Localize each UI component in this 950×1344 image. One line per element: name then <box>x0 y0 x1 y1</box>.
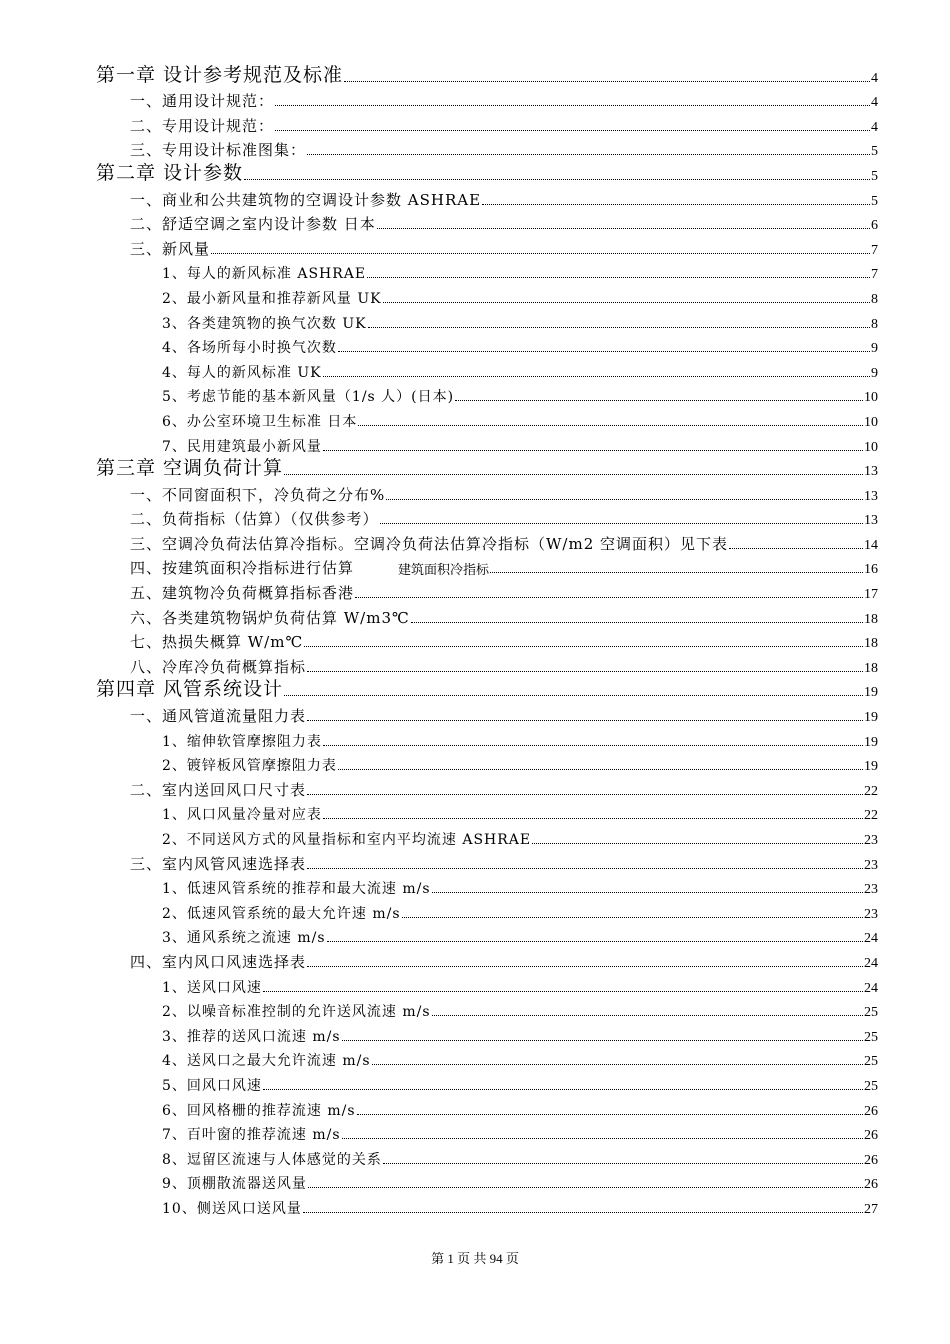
toc-page-number: 26 <box>864 1177 878 1193</box>
dot-leader <box>323 376 870 377</box>
dot-leader <box>275 130 870 131</box>
dot-leader <box>304 646 863 647</box>
toc-page-number: 10 <box>864 414 878 430</box>
toc-entry-title: 7、民用建筑最小新风量 <box>162 438 322 455</box>
toc-entry-title: 3、各类建筑物的换气次数 UK <box>162 315 367 332</box>
toc-entry-title: 七、热损失概算 W/m℃ <box>130 633 304 652</box>
toc-entry-title: 二、舒适空调之室内设计参数 日本 <box>130 215 376 234</box>
dot-leader <box>355 597 863 598</box>
dot-leader <box>307 794 863 795</box>
toc-section-entry[interactable] <box>96 87 878 112</box>
dot-leader <box>368 327 870 328</box>
dot-leader <box>482 204 870 205</box>
toc-section-entry[interactable] <box>96 849 878 874</box>
toc-entry-title: 四、室内风口风速选择表 <box>130 952 307 971</box>
dot-leader <box>307 966 863 967</box>
toc-page-number: 23 <box>864 906 878 922</box>
toc-entry-title: 5、回风口风速 <box>162 1077 262 1094</box>
toc-section-entry[interactable] <box>96 947 878 972</box>
dot-leader <box>338 769 863 770</box>
dot-leader <box>342 1138 863 1139</box>
dot-leader <box>383 302 870 303</box>
toc-entry-title: 二、负荷指标（估算）（仅供参考） <box>130 510 379 529</box>
dot-leader <box>327 941 863 942</box>
toc-page-number: 16 <box>864 562 878 578</box>
toc-section-entry[interactable] <box>96 554 878 579</box>
toc-section-entry[interactable] <box>96 751 878 776</box>
toc-entry-title: 5、考虑节能的基本新风量（1/s 人）(日本) <box>162 389 455 406</box>
toc-page-number: 23 <box>864 857 878 873</box>
toc-entry-title: 6、办公室环境卫生标准 日本 <box>162 413 358 430</box>
toc-page-number: 25 <box>864 1054 878 1070</box>
dot-leader <box>383 1163 863 1164</box>
dot-leader <box>402 917 863 918</box>
toc-entry-title: 8、逗留区流速与人体感觉的关系 <box>162 1151 382 1168</box>
toc-entry-title: 1、每人的新风标准 ASHRAE <box>162 266 367 283</box>
toc-page-number: 5 <box>871 193 878 209</box>
toc-section-entry[interactable] <box>96 480 878 505</box>
toc-entry-title: 一、通用设计规范： <box>130 92 275 111</box>
dot-leader <box>307 720 863 721</box>
toc-section-entry[interactable] <box>96 726 878 751</box>
toc-section-entry[interactable] <box>96 210 878 235</box>
toc-entry-title: 第二章 设计参数 <box>96 161 244 184</box>
dot-leader <box>275 105 870 106</box>
toc-section-entry[interactable] <box>96 283 878 308</box>
toc-entry-title: 4、每人的新风标准 UK <box>162 364 322 381</box>
toc-section-entry[interactable] <box>96 972 878 997</box>
dot-leader <box>377 228 870 229</box>
toc-page-number: 13 <box>864 464 878 480</box>
toc-section-entry[interactable] <box>96 628 878 653</box>
toc-entry-title: 1、缩伸软管摩擦阻力表 <box>162 733 322 750</box>
toc-entry-title: 6、回风格栅的推荐流速 m/s <box>162 1102 356 1119</box>
dot-leader <box>372 1064 863 1065</box>
toc-entry-title: 1、风口风量冷量对应表 <box>162 807 322 824</box>
toc-page-number: 10 <box>864 390 878 406</box>
toc-entry-title: 一、不同窗面积下，冷负荷之分布% <box>130 485 386 504</box>
dot-leader <box>729 548 863 549</box>
toc-page-number: 19 <box>864 734 878 750</box>
dot-leader <box>307 154 870 155</box>
toc-entry-title: 9、顶棚散流器送风量 <box>162 1176 307 1193</box>
toc-section-entry[interactable] <box>96 775 878 800</box>
dot-leader <box>490 572 863 573</box>
toc-entry-title: 第一章 设计参考规范及标准 <box>96 63 344 86</box>
toc-section-entry[interactable] <box>96 1070 878 1095</box>
dot-leader <box>307 868 863 869</box>
dot-leader <box>532 843 863 844</box>
dot-leader <box>284 474 863 475</box>
toc-entry-title: 3、推荐的送风口流速 m/s <box>162 1028 341 1045</box>
toc-section-entry[interactable] <box>96 1193 878 1218</box>
toc-section-entry[interactable] <box>96 1021 878 1046</box>
toc-page-number: 6 <box>871 218 878 234</box>
toc-section-entry[interactable] <box>96 701 878 726</box>
toc-page-number: 10 <box>864 439 878 455</box>
toc-page-number: 9 <box>871 341 878 357</box>
toc-page-number: 9 <box>871 365 878 381</box>
dot-leader <box>411 622 863 623</box>
toc-entry-title: 一、商业和公共建筑物的空调设计参数 ASHRAE <box>130 190 482 209</box>
toc-page-number: 18 <box>864 611 878 627</box>
toc-chapter-entry[interactable] <box>96 456 878 481</box>
dot-leader <box>307 671 863 672</box>
toc-section-entry[interactable] <box>96 603 878 628</box>
toc-section-entry[interactable] <box>96 308 878 333</box>
toc-page-number: 27 <box>864 1201 878 1217</box>
toc-entry-title: 五、建筑物冷负荷概算指标香港 <box>130 584 355 603</box>
table-of-contents <box>96 62 878 1218</box>
toc-page-number: 23 <box>864 833 878 848</box>
toc-section-entry[interactable] <box>96 111 878 136</box>
toc-page-number: 4 <box>871 119 878 135</box>
toc-section-entry[interactable] <box>96 800 878 825</box>
toc-section-entry[interactable] <box>96 259 878 284</box>
toc-entry-title: 六、各类建筑物锅炉负荷估算 W/m3℃ <box>130 608 410 627</box>
toc-section-entry[interactable] <box>96 824 878 849</box>
toc-page-number: 5 <box>871 168 878 184</box>
toc-entry-title: 三、空调冷负荷法估算冷指标。空调冷负荷法估算冷指标（W/m2 空调面积）见下表 <box>130 534 729 553</box>
toc-entry-title: 三、专用设计标准图集： <box>130 141 307 160</box>
toc-entry-title: 2、镀锌板风管摩擦阻力表 <box>162 758 337 775</box>
dot-leader <box>358 425 863 426</box>
toc-section-entry[interactable] <box>96 898 878 923</box>
toc-section-entry[interactable] <box>96 1144 878 1169</box>
toc-page-number: 18 <box>864 660 878 676</box>
toc-entry-title: 第三章 空调负荷计算 <box>96 457 284 480</box>
toc-page-number: 19 <box>864 685 878 701</box>
dot-leader <box>323 450 863 451</box>
dot-leader <box>303 1212 863 1213</box>
toc-entry-title: 2、不同送风方式的风量指标和室内平均流速 ASHRAE <box>162 832 532 848</box>
toc-entry-title: 3、通风系统之流速 m/s <box>162 930 326 947</box>
toc-entry-title: 一、通风管道流量阻力表 <box>130 707 307 726</box>
toc-page-number: 19 <box>864 710 878 726</box>
toc-page-number: 24 <box>864 980 878 996</box>
toc-section-entry[interactable] <box>96 529 878 554</box>
dot-leader <box>342 1040 863 1041</box>
toc-page-number: 4 <box>871 95 878 111</box>
toc-section-entry[interactable] <box>96 382 878 407</box>
toc-section-entry[interactable] <box>96 923 878 948</box>
toc-section-entry[interactable] <box>96 431 878 456</box>
toc-chapter-entry[interactable] <box>96 62 878 87</box>
toc-page-number: 7 <box>871 242 878 258</box>
toc-page-number: 25 <box>864 1078 878 1094</box>
dot-leader <box>338 351 870 352</box>
toc-section-entry[interactable] <box>96 136 878 161</box>
toc-entry-title: 第四章 风管系统设计 <box>96 678 284 701</box>
toc-entry-title: 三、室内风管风速选择表 <box>130 854 307 873</box>
toc-entry-title: 10、侧送风口送风量 <box>162 1200 302 1217</box>
toc-entry-title: 八、冷库冷负荷概算指标 <box>130 657 307 676</box>
toc-page-number: 26 <box>864 1152 878 1168</box>
dot-leader <box>244 179 870 180</box>
toc-section-entry[interactable] <box>96 997 878 1022</box>
toc-chapter-entry[interactable] <box>96 677 878 702</box>
toc-page-number: 26 <box>864 1103 878 1119</box>
dot-leader <box>386 499 863 500</box>
toc-entry-subtitle: 建筑面积冷指标 <box>398 562 490 578</box>
toc-entry-title: 4、送风口之最大允许流速 m/s <box>162 1053 371 1070</box>
toc-entry-title: 2、以噪音标准控制的允许送风流速 m/s <box>162 1004 431 1021</box>
dot-leader <box>263 1089 863 1090</box>
toc-section-entry[interactable] <box>96 1095 878 1120</box>
toc-entry-title: 三、新风量 <box>130 239 211 258</box>
toc-page-number: 18 <box>864 636 878 652</box>
dot-leader <box>284 695 863 696</box>
toc-page-number: 24 <box>864 955 878 971</box>
toc-entry-title: 二、专用设计规范： <box>130 116 275 135</box>
toc-page-number: 8 <box>871 316 878 332</box>
toc-section-entry[interactable] <box>96 185 878 210</box>
toc-section-entry[interactable] <box>96 1046 878 1071</box>
toc-page-number: 22 <box>864 783 878 799</box>
toc-section-entry[interactable] <box>96 234 878 259</box>
toc-entry-title: 4、各场所每小时换气次数 <box>162 340 337 357</box>
dot-leader <box>323 745 863 746</box>
toc-page-number: 13 <box>864 488 878 504</box>
dot-leader <box>432 892 863 893</box>
dot-leader <box>308 1187 863 1188</box>
toc-page-number: 25 <box>864 1005 878 1021</box>
dot-leader <box>432 1015 863 1016</box>
dot-leader <box>380 523 863 524</box>
dot-leader <box>211 253 870 254</box>
dot-leader <box>263 991 863 992</box>
toc-page-number: 22 <box>864 808 878 824</box>
toc-entry-title: 7、百叶窗的推荐流速 m/s <box>162 1127 341 1144</box>
toc-section-entry[interactable] <box>96 505 878 530</box>
toc-section-entry[interactable] <box>96 333 878 358</box>
dot-leader <box>367 277 870 278</box>
toc-page-number: 23 <box>864 882 878 898</box>
toc-section-entry[interactable] <box>96 1120 878 1145</box>
toc-section-entry[interactable] <box>96 1169 878 1194</box>
toc-page-number: 4 <box>871 70 878 86</box>
toc-page-number: 13 <box>864 513 878 529</box>
toc-page-number: 17 <box>864 587 878 603</box>
dot-leader <box>344 81 870 82</box>
toc-entry-title: 2、最小新风量和推荐新风量 UK <box>162 290 382 307</box>
toc-section-entry[interactable] <box>96 652 878 677</box>
toc-entry-title: 1、送风口风速 <box>162 979 262 996</box>
toc-page-number: 19 <box>864 759 878 775</box>
toc-chapter-entry[interactable] <box>96 160 878 185</box>
toc-page-number: 7 <box>871 267 878 283</box>
toc-entry-title: 2、低速风管系统的最大允许速 m/s <box>162 905 401 922</box>
toc-section-entry[interactable] <box>96 406 878 431</box>
toc-section-entry[interactable] <box>96 578 878 603</box>
toc-section-entry[interactable] <box>96 874 878 899</box>
toc-entry-title: 1、低速风管系统的推荐和最大流速 m/s <box>162 881 431 898</box>
toc-entry-title: 二、室内送回风口尺寸表 <box>130 780 307 799</box>
dot-leader <box>323 818 863 819</box>
toc-page-number: 14 <box>864 537 878 553</box>
dot-leader <box>357 1114 863 1115</box>
toc-page-number: 25 <box>864 1029 878 1045</box>
page-footer: 第 1 页 共 94 页 <box>431 1251 519 1266</box>
toc-section-entry[interactable] <box>96 357 878 382</box>
toc-page-number: 26 <box>864 1128 878 1144</box>
dot-leader <box>455 400 863 401</box>
toc-page-number: 24 <box>864 931 878 947</box>
toc-page-number: 8 <box>871 291 878 307</box>
toc-page-number: 5 <box>871 144 878 160</box>
toc-entry-title: 四、按建筑面积冷指标进行估算 <box>130 559 355 578</box>
